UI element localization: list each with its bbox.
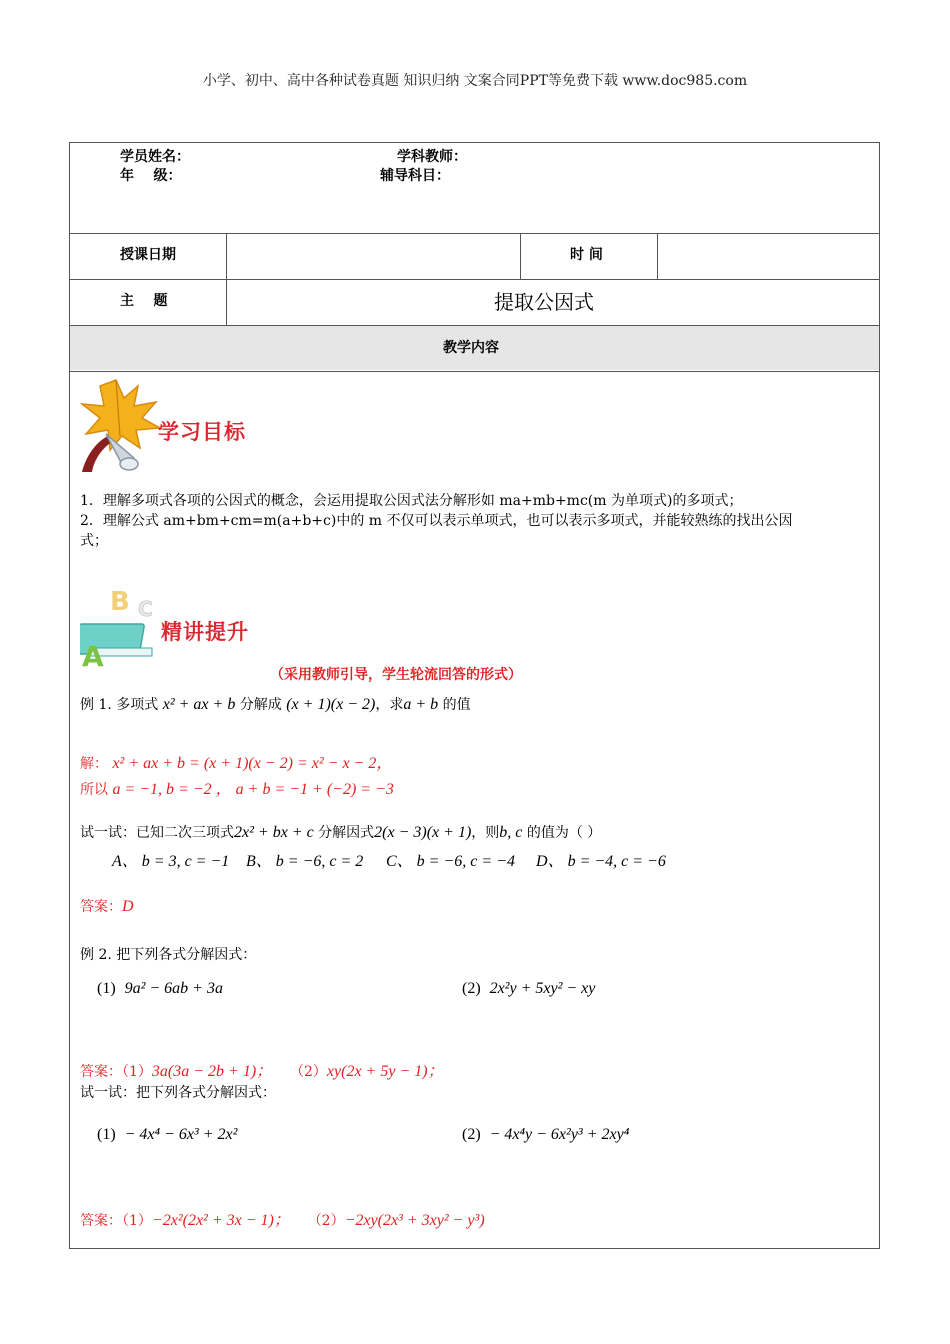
- example-2-q1-expr: 9a² − 6ab + 3a: [124, 980, 223, 997]
- option-b: [246, 848, 363, 871]
- example-1-factored: (x + 1)(x − 2): [286, 696, 376, 713]
- try-2-answer-label: 答案：（1）: [80, 1213, 152, 1229]
- try-1-prefix: 试一试：已知二次三项式: [80, 825, 234, 841]
- divider: [69, 371, 880, 372]
- subject-label: 辅导科目：: [380, 168, 450, 184]
- option-c: [386, 848, 515, 871]
- try-2-q1-label: (1): [97, 1126, 116, 1143]
- option-d: [536, 848, 666, 871]
- option-a: [112, 848, 229, 871]
- svg-text:B: B: [110, 587, 130, 617]
- section-badge-learning-goals: 学习目标: [158, 420, 246, 444]
- goal-2-cont: 式；: [80, 533, 108, 549]
- try-2-q2-expr: − 4x⁴y − 6x²y³ + 2xy⁴: [489, 1126, 630, 1143]
- topic-value: 提取公因式: [494, 290, 594, 314]
- option-d-text: 、 b = −4, c = −6: [547, 853, 666, 870]
- option-b-text: 、 b = −6, c = 2: [255, 853, 364, 870]
- try-2-q1: [97, 1126, 237, 1144]
- svg-text:C: C: [138, 597, 153, 621]
- topic-label: 主 题: [120, 293, 168, 309]
- divider: [226, 233, 227, 325]
- divider: [69, 233, 880, 234]
- example-2-answer-2-label: （2）: [290, 1064, 327, 1080]
- page-header: 小学、初中、高中各种试卷真题 知识归纳 文案合同PPT等免费下载 www.doc985.com: [202, 73, 748, 89]
- option-a-text: 、 b = 3, c = −1: [121, 853, 230, 870]
- svg-text:A: A: [82, 640, 104, 668]
- option-b-label: B: [246, 853, 256, 870]
- example-2-q1-label: (1): [97, 980, 116, 997]
- example-1-tail: ，求: [375, 697, 404, 713]
- solution-label: 解：: [80, 756, 108, 772]
- try-1-end: 的值为（ ）: [526, 825, 602, 841]
- student-name-label: 学员姓名：: [120, 149, 190, 165]
- example-2-answer-1: 3a(3a − 2b + 1)；: [151, 1063, 273, 1080]
- content-label: 教学内容: [443, 340, 499, 356]
- option-d-label: D: [536, 853, 548, 870]
- teaching-note: （采用教师引导，学生轮流回答的形式）: [270, 667, 522, 683]
- solution-label-2: 所以: [80, 782, 108, 798]
- try-1-factored: 2(x − 3)(x + 1): [374, 824, 472, 841]
- example-2-q1: [97, 980, 223, 998]
- try-1-mid: 分解因式: [318, 825, 375, 841]
- example-2-answer-2: xy(2x + 5y − 1)；: [326, 1063, 444, 1080]
- goal-1: 1．理解多项式各项的公因式的概念，会运用提取公因式法分解形如 ma+mb+mc(m 为单项式)的多项式；: [80, 493, 743, 509]
- abc-book-icon: [80, 582, 160, 668]
- divider: [657, 233, 658, 279]
- date-label: 授课日期: [120, 247, 176, 263]
- try-2-answer-2-label: （2）: [307, 1213, 345, 1229]
- try-1-answer: [80, 896, 134, 916]
- example-2-answer-label: 答案：（1）: [80, 1064, 152, 1080]
- time-label: 时 间: [570, 247, 603, 263]
- teacher-label: 学科教师：: [397, 149, 467, 165]
- grade-label: 年 级：: [120, 168, 182, 184]
- example-2-q2-label: (2): [462, 980, 481, 997]
- try-2-q1-expr: − 4x⁴ − 6x³ + 2x²: [124, 1126, 238, 1143]
- example-1-expr: x² + ax + b: [162, 696, 236, 713]
- example-2-q2: [462, 980, 595, 998]
- try-2-title: 试一试：把下列各式分解因式：: [80, 1085, 276, 1101]
- example-1-prefix: 例 1. 多项式: [80, 697, 159, 713]
- solution-line-2: a = −1, b = −2 ， a + b = −1 + (−2) = −3: [112, 781, 394, 798]
- try-1-tail: ，则: [471, 825, 500, 841]
- try-1-expr: 2x² + bx + c: [234, 824, 314, 841]
- example-1-solution-2: [80, 776, 394, 799]
- divider: [69, 279, 880, 280]
- divider: [520, 233, 521, 279]
- example-2-title: 例 2. 把下列各式分解因式：: [80, 947, 257, 963]
- try-1: [80, 822, 601, 842]
- example-2-answer: [80, 1058, 444, 1081]
- maple-leaf-bell-icon: [76, 376, 166, 472]
- goal-2: 2．理解公式 am+bm+cm=m(a+b+c)中的 m 不仅可以表示单项式，也可以表示多项式，并能较熟练的找出公因: [80, 513, 793, 529]
- example-1: [80, 694, 471, 714]
- solution-line-1: x² + ax + b = (x + 1)(x − 2) = x² − x − 2，: [112, 755, 393, 772]
- example-1-solution: [80, 750, 392, 773]
- try-2-q2: [462, 1126, 629, 1144]
- try-2-answer: [80, 1207, 485, 1230]
- option-a-label: A: [112, 853, 122, 870]
- try-2-q2-label: (2): [462, 1126, 481, 1143]
- example-2-q2-expr: 2x²y + 5xy² − xy: [489, 980, 596, 997]
- section-badge-lecture: 精讲提升: [161, 620, 249, 644]
- try-1-answer-value: D: [122, 898, 134, 915]
- try-2-answer-2: −2xy(2x³ + 3xy² − y³): [344, 1212, 485, 1229]
- example-1-mid: 分解成: [239, 697, 282, 713]
- option-c-text: 、 b = −6, c = −4: [396, 853, 515, 870]
- divider: [69, 325, 880, 326]
- example-1-end: 的值: [442, 697, 471, 713]
- example-1-target: a + b: [403, 696, 439, 713]
- option-c-label: C: [386, 853, 397, 870]
- try-1-vars: b, c: [499, 824, 523, 841]
- try-1-answer-label: 答案：: [80, 899, 122, 915]
- try-2-answer-1: −2x²(2x² + 3x − 1)；: [151, 1212, 290, 1229]
